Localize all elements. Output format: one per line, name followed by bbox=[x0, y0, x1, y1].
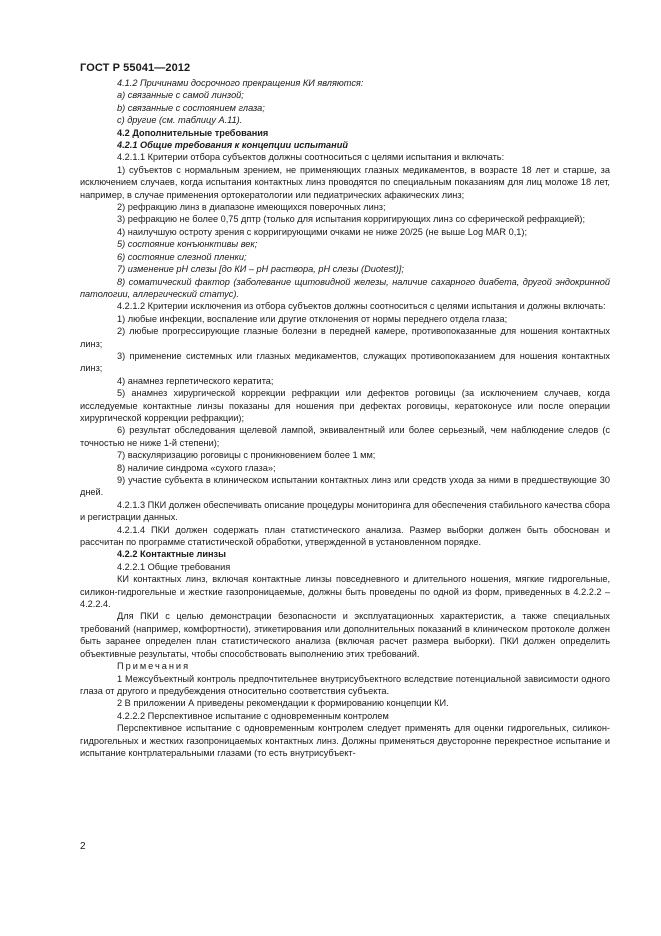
list-item: 8) соматический фактор (заболевание щитовидной железы, наличие сахарного диабета, другой эндокринной патологии, аллергический статус). bbox=[80, 276, 610, 299]
list-item: c) другие (см. таблицу А.11). bbox=[117, 115, 243, 126]
list-item: 3) применение системных или глазных медикаментов, служащих противопоказанием для ношения контактных линз; bbox=[80, 350, 610, 374]
paragraph: 4.2.1.4 ПКИ должен содержать план статистического анализа. Размер выборки должен быть обоснован и рассчитан по программе статистической обработки, утвержденной в установленном порядке. bbox=[80, 524, 610, 548]
list-item: 7) васкуляризацию роговицы с проникновением более 1 мм; bbox=[117, 450, 376, 461]
paragraph: 4.1.2 Причинами досрочного прекращения КИ являются: bbox=[117, 78, 364, 88]
list-item: 3) рефракцию не более 0,75 дптр (только для испытания корригирующих линз со сферической рефракцией); bbox=[117, 214, 586, 225]
list-item: 7) изменение pH слезы [до КИ – pH раствора, pH слезы (Duotest)]; bbox=[117, 264, 404, 275]
page-number: 2 bbox=[80, 841, 86, 852]
subsection-heading: 4.2.2 Контактные линзы bbox=[117, 549, 226, 560]
paragraph: 4.2.1.2 Критерии исключения из отбора субъектов должны соотноситься с целями испытания и должны включать: bbox=[117, 301, 606, 312]
paragraph: 4.2.1.3 ПКИ должен обеспечивать описание процедуры мониторинга для обеспечения стабильного качества сбора и регистрации данных. bbox=[80, 499, 610, 523]
list-item: 1) субъектов с нормальным зрением, не применяющих глазных медикаментов, в возрасте 18 лет и старше, за исключением случаев, когда испытания контактных линз проводятся по специальным показаниям для лиц моложе 18 лет, например, в случае применения ортокератологии или педиатрических афакических линз; bbox=[80, 164, 610, 200]
list-item: 4) анамнез герпетического кератита; bbox=[117, 375, 274, 386]
note: 1 Межсубъектный контроль предпочтительнее внутрисубъектного вследствие потенциальной зависимости одного глаза от другого и предубеждения относительно соответствия субъекта. bbox=[80, 673, 610, 696]
list-item: 5) анамнез хирургической коррекции рефракции или дефектов роговицы (за исключением случаев, когда исследуемые контактные линзы показаны для ношения при дефектах роговицы, кератоконусе или после операции хирургической коррекции рефракции); bbox=[80, 388, 610, 423]
paragraph bbox=[80, 561, 610, 573]
list-item: 2) рефракцию линз в диапазоне имеющихся поверочных линз; bbox=[117, 202, 386, 213]
list-item: 4) наилучшую остроту зрения с корригирующими очками не ниже 20/25 (не выше Log MAR 0,1); bbox=[117, 226, 528, 237]
document-body bbox=[80, 77, 610, 759]
notes-heading: Примечания bbox=[117, 661, 191, 672]
heading-text: 4.2.2.1 Общие требования bbox=[117, 561, 231, 572]
document-code-header: ГОСТ Р 55041—2012 bbox=[80, 62, 191, 74]
list-item: 2) любые прогрессирующие глазные болезни в передней камере, противопоказанные для ношения контактных линз; bbox=[80, 326, 610, 349]
subsection-heading: 4.2.2.2 Перспективное испытание с одновременным контролем bbox=[117, 710, 389, 721]
section-heading: 4.2 Дополнительные требования bbox=[117, 127, 269, 138]
subsection-heading: 4.2.1 Общие требования к концепции испытаний bbox=[117, 140, 348, 151]
list-item: b) связанные с состоянием глаза; bbox=[117, 102, 265, 113]
list-item: 5) состояние конъюнктивы век; bbox=[117, 239, 258, 250]
note: 2 В приложении А приведены рекомендации к формированию концепции КИ. bbox=[117, 698, 449, 709]
list-item: 9) участие субъекта в клиническом испытании контактных линз или средств ухода за ними в предшествующие 30 дней. bbox=[80, 475, 610, 498]
list-item: 6) состояние слезной пленки; bbox=[117, 251, 247, 262]
paragraph: КИ контактных линз, включая контактные линзы повседневного и длительного ношения, мягкие гидрогельные, силикон-гидрогельные и жесткие газопроницаемые, должны быть проведены по одной из форм, приведенных в 4.2.2.2 – 4.2.2.4. bbox=[80, 574, 610, 610]
paragraph: Для ПКИ с целью демонстрации безопасности и эксплуатационных характеристик, а также специальных требований (например, комфортности), этикетирования или дополнительных показаний в клиническом протоколе должен быть заранее определен план статистического анализа (включая расчет размера выборки). ПКИ должен определить объективные результаты, чтобы способствовать выполнению этих требований. bbox=[80, 611, 610, 659]
list-item: 1) любые инфекции, воспаление или другие отклонения от нормы переднего отдела глаза; bbox=[117, 313, 508, 324]
list-item: 8) наличие синдрома «сухого глаза»; bbox=[117, 462, 276, 473]
paragraph: 4.2.1.1 Критерии отбора субъектов должны соотноситься с целями испытания и включать: bbox=[117, 152, 505, 163]
list-item: a) связанные с самой линзой; bbox=[117, 90, 244, 101]
list-item: 6) результат обследования щелевой лампой, эквивалентный или более серьезный, чем наблюдение следов (с точностью не ниже 1-й степени); bbox=[80, 425, 610, 448]
paragraph: Перспективное испытание с одновременным контролем следует применять для оценки гидрогельных, силикон-гидрогельных и жестких газопроницаемых контактных линз. Должны применяться двусторонне перекрестное испытание и испытание контрлатеральными глазами (то есть внутрисубъект- bbox=[80, 723, 610, 758]
